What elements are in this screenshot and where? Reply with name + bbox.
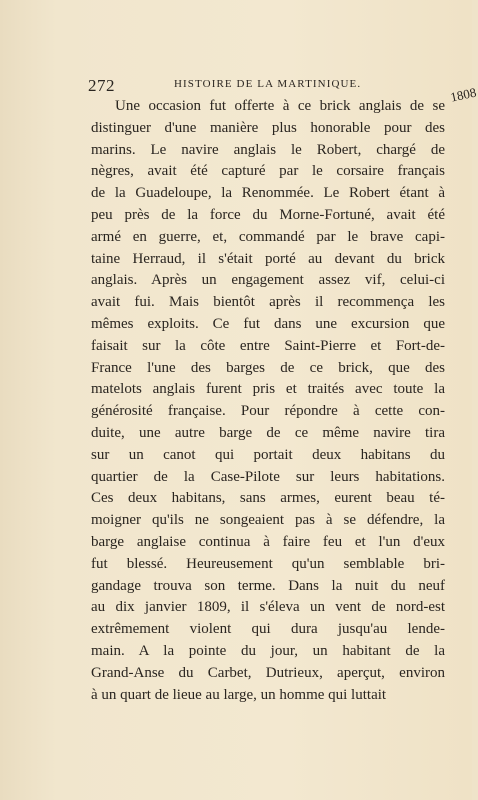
text-line: de la Guadeloupe, la Renommée. Le Robert étant à [91,185,445,202]
text-line: Une occasion fut offerte à ce brick anglais de se [115,98,445,114]
text-line: moigner qu'ils ne songeaient pas à se défendre, la [91,512,445,529]
text-line: marins. Le navire anglais le Robert, chargé de [91,141,445,158]
margin-year-note: 1808 [449,84,478,105]
text-line: à un quart de lieue au large, un homme qui luttait [91,686,387,703]
text-line: Ces deux habitans, sans armes, eurent beau té- [91,490,445,507]
page-header [88,76,446,94]
body-paragraph [91,96,445,706]
text-line: sur un canot qui portait deux habitans du [91,446,445,463]
text-line: main. A la pointe du jour, un habitant de la [91,642,445,659]
text-line: peu près de la force du Morne-Fortuné, avait été [91,206,445,223]
text-line: générosité française. Pour répondre à cette con- [91,403,445,420]
text-line: fut blessé. Heureusement qu'un semblable bri- [91,555,445,572]
text-line: avait fui. Mais bientôt après il recommença les [91,294,445,311]
text-line: barge anglaise continua à faire feu et l'un d'eux [91,533,445,550]
text-line: armé en guerre, et, commandé par le brave capi- [91,228,445,245]
text-line: taine Herraud, il s'était porté au devant du brick [91,250,445,267]
text-line: gandage trouva son terme. Dans la nuit du neuf [91,577,445,594]
text-line: duite, une autre barge de ce même navire tira [91,424,445,441]
text-line: anglais. Après un engagement assez vif, celui-ci [91,272,445,289]
text-line: faisait sur la côte entre Saint-Pierre et Fort-de- [91,337,445,354]
text-line: au dix janvier 1809, il s'éleva un vent de nord-est [91,599,445,616]
text-line: nègres, avait été capturé par le corsaire français [91,163,445,180]
text-line: Grand-Anse du Carbet, Dutrieux, aperçut, environ [91,664,445,681]
text-line: distinguer d'une manière plus honorable pour des [91,119,445,136]
running-title: HISTOIRE DE LA MARTINIQUE. [174,78,362,90]
text-line: extrêmement violent qui dura jusqu'au lende- [91,621,445,638]
text-line: quartier de la Case-Pilote sur leurs habitations. [91,468,445,485]
text-line: France l'une des barges de ce brick, que des [91,359,445,376]
page-number: 272 [88,76,115,95]
text-line: mêmes exploits. Ce fut dans une excursion que [91,315,445,332]
text-line: matelots anglais furent pris et traités avec toute la [91,381,445,398]
